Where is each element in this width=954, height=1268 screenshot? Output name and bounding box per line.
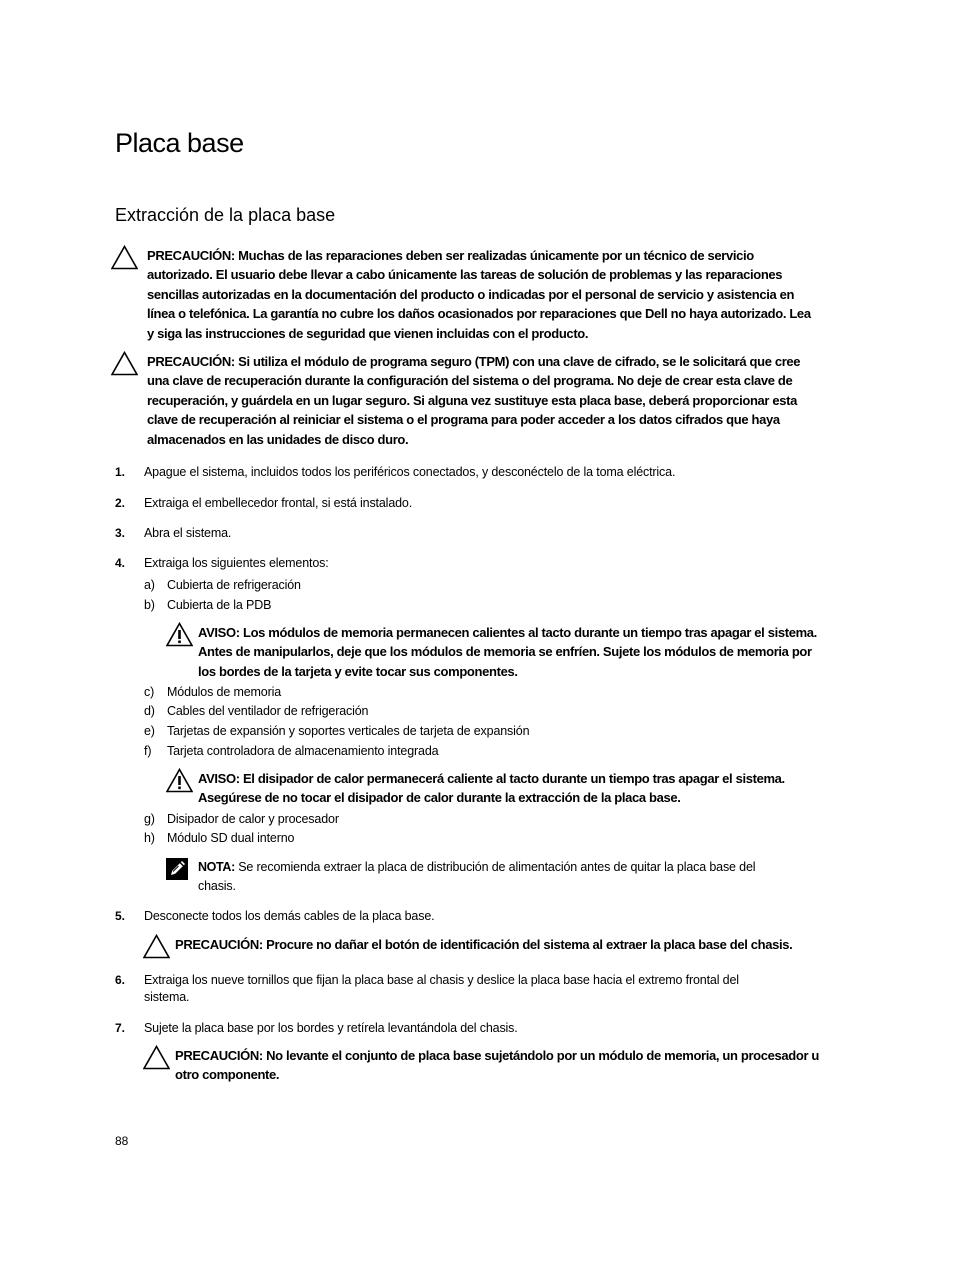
section-title: Extracción de la placa base xyxy=(115,205,336,225)
caution-line: autorizado. El usuario debe llevar a cabo únicamente las tareas de solución de problemas y las reparaciones xyxy=(147,267,783,283)
warning-line: AVISO: Los módulos de memoria permanecen calientes al tacto durante un tiempo tras apagar el sistema. xyxy=(198,625,817,640)
step-number: 7. xyxy=(115,1021,126,1035)
substep-text: Módulo SD dual interno xyxy=(167,831,295,845)
caution-line: una clave de recuperación durante la configuración del sistema o del programa. No deje de crear esta clave de xyxy=(147,373,793,389)
caution-line: PRECAUCIÓN: Procure no dañar el botón de identificación del sistema al extraer la placa base del chasis. xyxy=(175,937,793,952)
caution-line: línea o telefónica. La garantía no cubre los daños ocasionados por reparaciones que Dell no haya autorizado. Lea xyxy=(147,306,811,322)
caution-line: PRECAUCIÓN: Muchas de las reparaciones deben ser realizadas únicamente por un técnico de servicio xyxy=(147,248,754,263)
caution-triangle-icon xyxy=(111,351,138,376)
substep-letter: a) xyxy=(144,578,155,592)
step-number: 5. xyxy=(115,909,126,923)
caution-label: PRECAUCIÓN: xyxy=(175,1048,263,1063)
caution-line: PRECAUCIÓN: Si utiliza el módulo de programa seguro (TPM) con una clave de cifrado, se le solicitará que cree xyxy=(147,354,801,369)
page-number: 88 xyxy=(115,1134,129,1148)
warning-block xyxy=(198,623,817,681)
step-text: Sujete la placa base por los bordes y retírela levantándola del chasis. xyxy=(144,1021,518,1035)
warning-line: Antes de manipularlos, deje que los módulos de memoria se enfríen. Sujete los módulos de memoria por xyxy=(198,644,812,660)
caution-line: recuperación, y guárdela en un lugar seguro. Si alguna vez sustituye esta placa base, deberá proporcionar esta xyxy=(147,392,798,408)
caution-line: almacenados en las unidades de disco duro. xyxy=(147,431,409,447)
caution-label: PRECAUCIÓN: xyxy=(147,248,235,263)
substep-text: Cables del ventilador de refrigeración xyxy=(167,704,369,718)
step-number: 6. xyxy=(115,973,126,987)
step-number: 3. xyxy=(115,526,126,540)
substep-text: Tarjeta controladora de almacenamiento integrada xyxy=(167,744,439,758)
caution-label: PRECAUCIÓN: xyxy=(175,937,263,952)
step-text: Apague el sistema, incluidos todos los periféricos conectados, y desconéctelo de la toma eléctrica. xyxy=(144,465,676,479)
warning-line: Asegúrese de no tocar el disipador de calor durante la extracción de la placa base. xyxy=(198,790,681,806)
substep-letter: b) xyxy=(144,598,155,612)
step-text: Desconecte todos los demás cables de la placa base. xyxy=(144,909,435,923)
warning-label: AVISO: xyxy=(198,771,240,786)
caution-line: clave de recuperación al reiniciar el sistema o el programa para poder acceder a los datos cifrados que haya xyxy=(147,412,780,428)
caution-block xyxy=(147,352,800,449)
substep-text: Módulos de memoria xyxy=(167,685,282,699)
substep-letter: h) xyxy=(144,831,155,845)
warning-triangle-icon xyxy=(166,622,193,647)
caution-line: otro componente. xyxy=(175,1067,280,1083)
step-number: 1. xyxy=(115,465,126,479)
warning-line: los bordes de la tarjeta y evite tocar sus componentes. xyxy=(198,663,518,679)
substep-text: Cubierta de refrigeración xyxy=(167,578,301,592)
caution-line: sencillas autorizadas en la documentación del producto o indicadas por el personal de servicio y asistencia en xyxy=(147,286,795,302)
substep-text: Cubierta de la PDB xyxy=(167,598,272,612)
step-text: Extraiga los siguientes elementos: xyxy=(144,556,329,570)
note-line: NOTA: Se recomienda extraer la placa de distribución de alimentación antes de quitar la placa base del xyxy=(198,860,756,874)
caution-block xyxy=(147,246,811,343)
substep-letter: g) xyxy=(144,812,155,826)
note-pencil-icon xyxy=(166,858,188,880)
substep-text: Disipador de calor y procesador xyxy=(167,812,339,826)
step-text: Extraiga el embellecedor frontal, si está instalado. xyxy=(144,496,413,510)
caution-block xyxy=(175,1046,819,1085)
note-line: chasis. xyxy=(198,879,236,893)
caution-triangle-icon xyxy=(111,245,138,270)
step-text: Abra el sistema. xyxy=(144,526,232,540)
page-title: Placa base xyxy=(115,128,244,158)
caution-block xyxy=(175,935,792,954)
warning-label: AVISO: xyxy=(198,625,240,640)
caution-triangle-icon xyxy=(143,1045,170,1070)
substep-letter: f) xyxy=(144,744,152,758)
caution-line: y siga las instrucciones de seguridad que vienen incluidas con el producto. xyxy=(147,325,589,341)
warning-triangle-icon xyxy=(166,768,193,793)
substep-letter: c) xyxy=(144,685,155,699)
note-label: NOTA: xyxy=(198,860,235,874)
substep-text: Tarjetas de expansión y soportes verticales de tarjeta de expansión xyxy=(167,724,530,738)
substep-letter: e) xyxy=(144,724,155,738)
caution-triangle-icon xyxy=(143,934,170,959)
step-number: 2. xyxy=(115,496,126,510)
step-text: Extraiga los nueve tornillos que fijan la placa base al chasis y deslice la placa base hacia el extremo frontal del sistema. xyxy=(144,973,739,1004)
step-number: 4. xyxy=(115,556,126,570)
substep-letter: d) xyxy=(144,704,155,718)
caution-line: PRECAUCIÓN: No levante el conjunto de placa base sujetándolo por un módulo de memoria, un procesador u xyxy=(175,1048,820,1063)
warning-line: AVISO: El disipador de calor permanecerá caliente al tacto durante un tiempo tras apagar el sistema. xyxy=(198,771,785,786)
note-block xyxy=(198,858,755,896)
warning-block xyxy=(198,769,785,808)
caution-label: PRECAUCIÓN: xyxy=(147,354,235,369)
